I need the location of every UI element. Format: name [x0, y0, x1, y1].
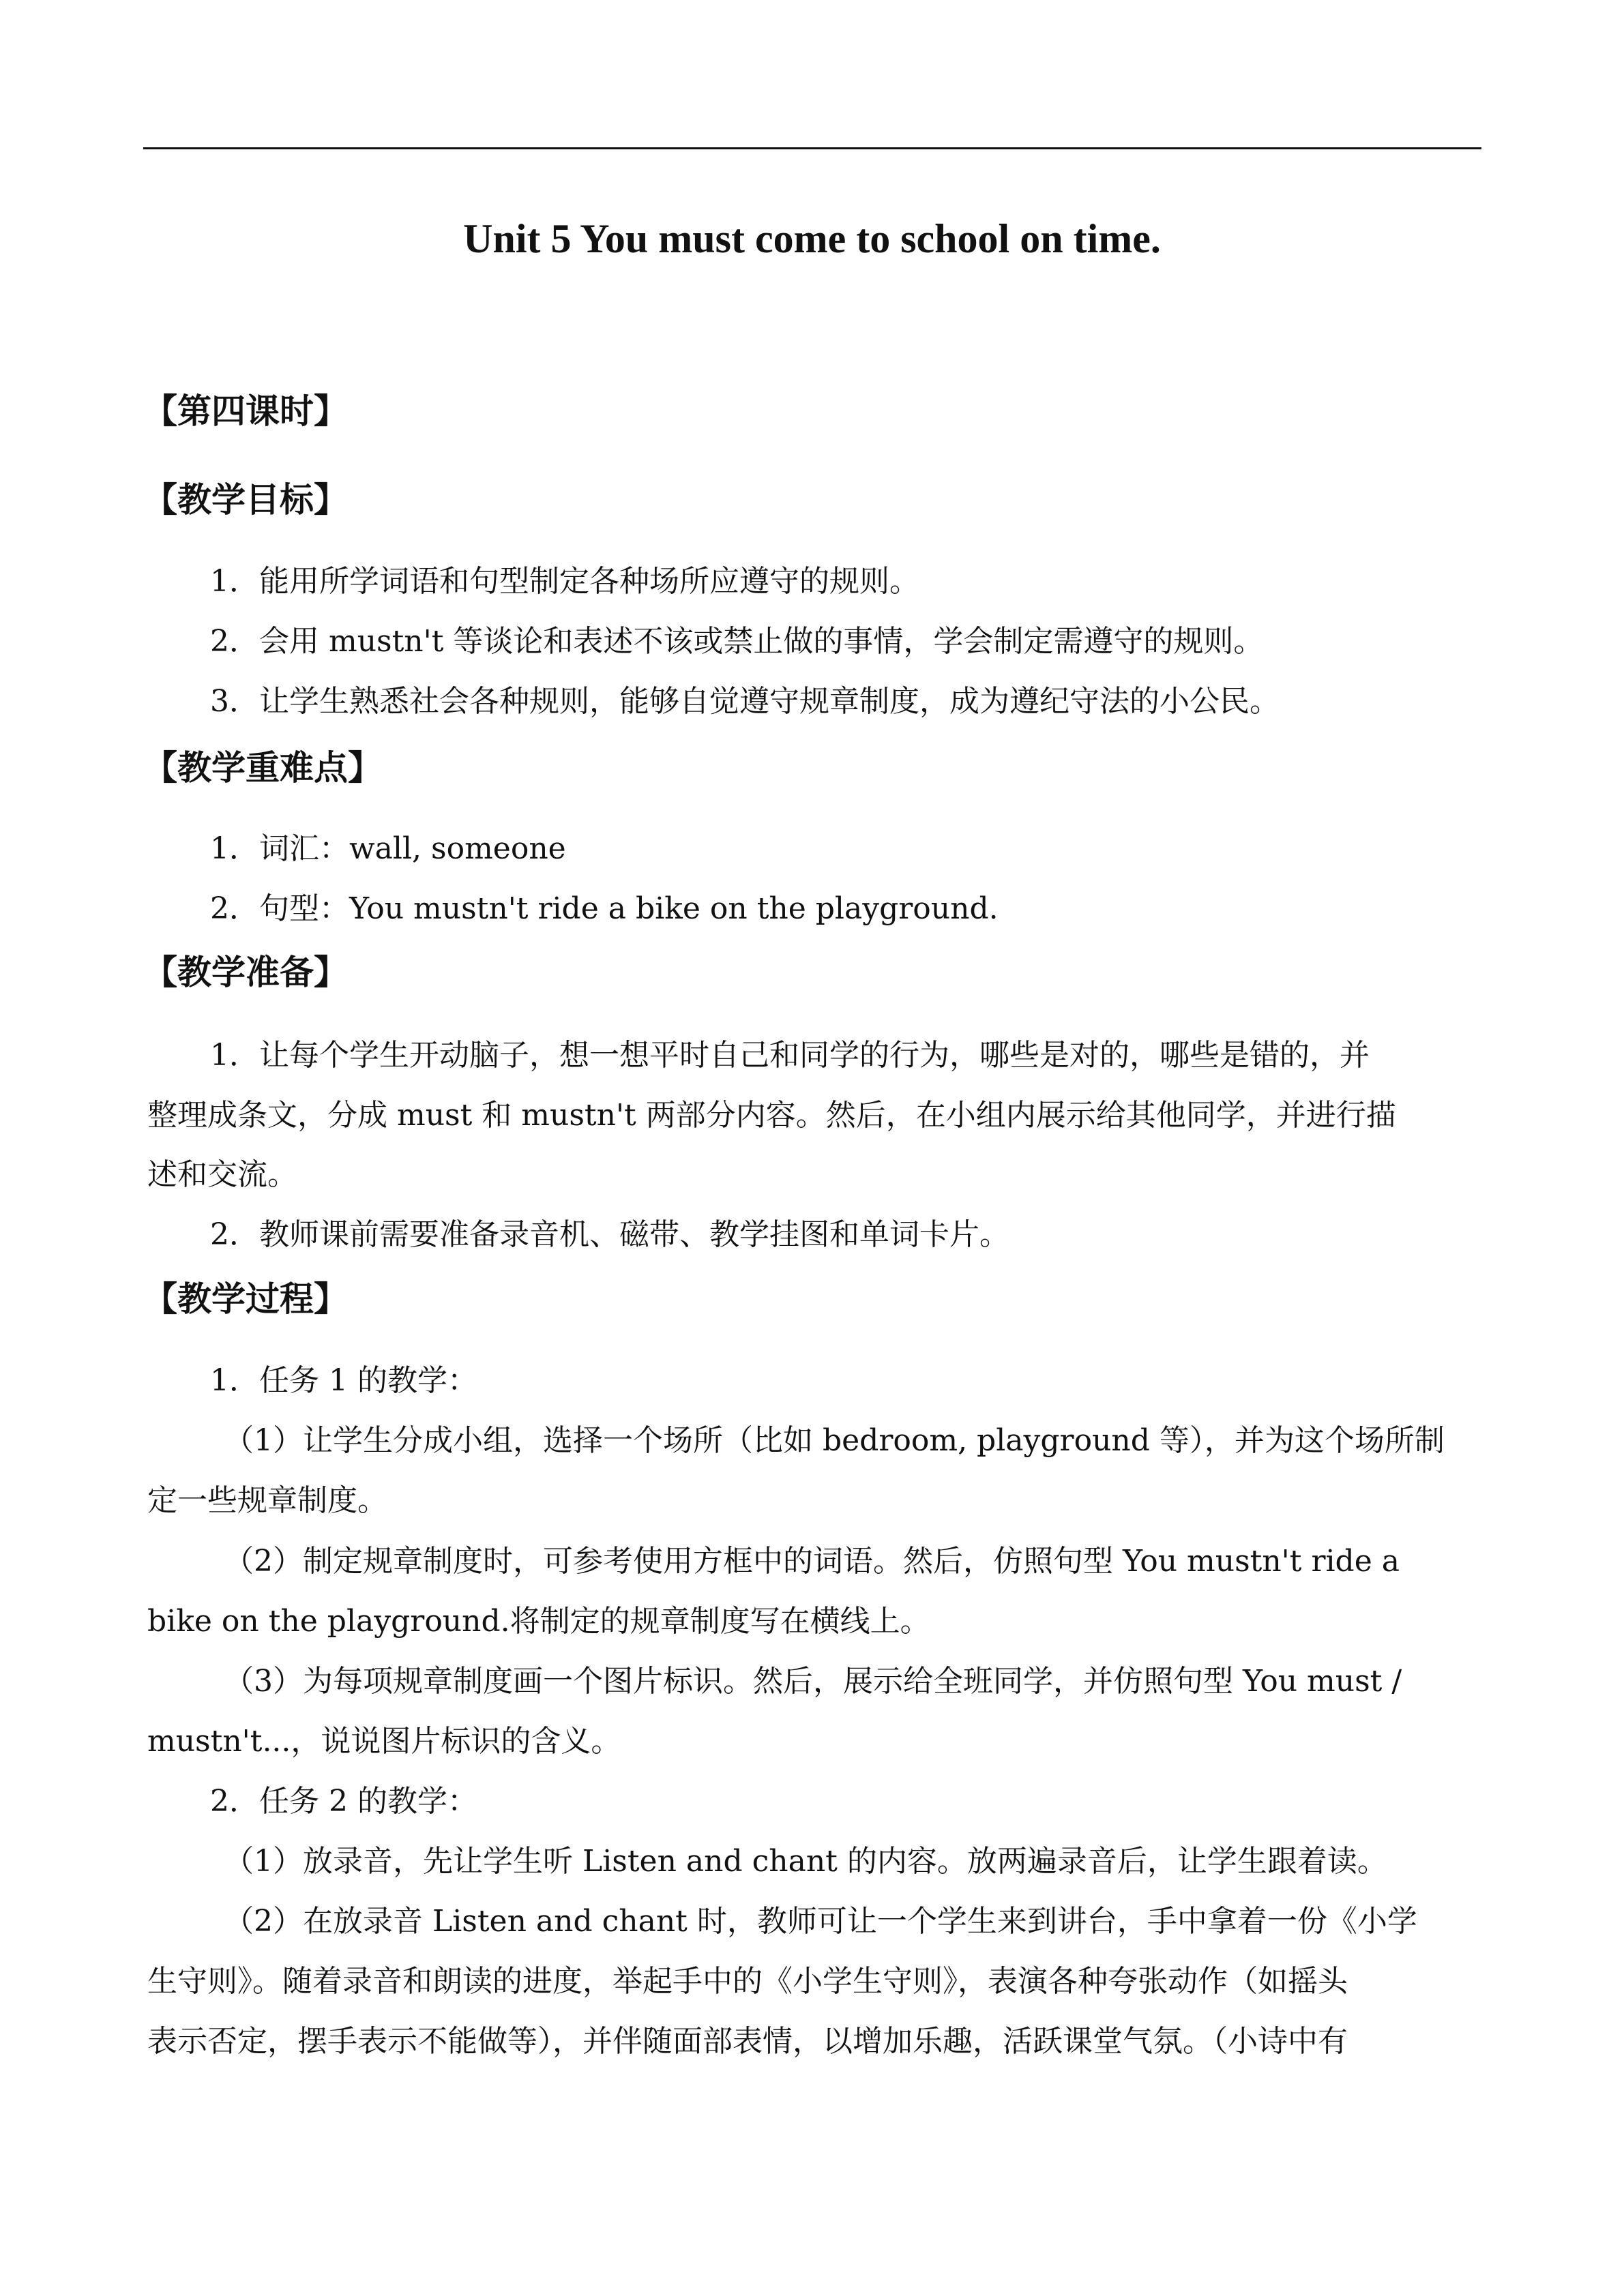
task1-step3-line: mustn't...，说说图片标识的含义。 [147, 1724, 621, 1759]
preparation-line: 整理成条文，分成 must 和 mustn't 两部分内容。然后，在小组内展示给其他同学，并进行描 [147, 1098, 1396, 1133]
task2-label: 2．任务 2 的教学： [210, 1784, 477, 1819]
preparation-heading: 【教学准备】 [143, 953, 348, 992]
task2-step2-line: （2）在放录音 Listen and chant 时，教师可让一个学生来到讲台，手中拿着一份《小学 [224, 1904, 1417, 1939]
lesson-heading: 【第四课时】 [143, 391, 348, 431]
objective-item: 3．让学生熟悉社会各种规则，能够自觉遵守规章制度，成为遵纪守法的小公民。 [210, 684, 1280, 719]
task2-step2-line: 生守则》。随着录音和朗读的进度，举起手中的《小学生守则》，表演各种夸张动作（如摇头 [147, 1964, 1348, 1999]
document-title: Unit 5 You must come to school on time. [463, 216, 1161, 261]
task1-step1-line: （1）让学生分成小组，选择一个场所（比如 bedroom, playground 等），并为这个场所制 [224, 1423, 1445, 1458]
task1-step1-line: 定一些规章制度。 [147, 1483, 387, 1518]
task1-label: 1．任务 1 的教学： [210, 1363, 477, 1398]
process-heading: 【教学过程】 [143, 1279, 348, 1319]
key-points-heading: 【教学重难点】 [143, 748, 382, 788]
preparation-line: 1．让每个学生开动脑子，想一想平时自己和同学的行为，哪些是对的，哪些是错的，并 [210, 1038, 1370, 1073]
task1-step3-line: （3）为每项规章制度画一个图片标识。然后，展示给全班同学，并仿照句型 You must / [224, 1664, 1402, 1699]
objective-item: 1．能用所学词语和句型制定各种场所应遵守的规则。 [210, 564, 919, 599]
task2-step1-line: （1）放录音，先让学生听 Listen and chant 的内容。放两遍录音后，让学生跟着读。 [224, 1844, 1387, 1879]
key-point-item: 2．句型：You mustn't ride a bike on the playground. [210, 891, 999, 926]
task1-step2-line: bike on the playground.将制定的规章制度写在横线上。 [147, 1604, 930, 1639]
key-point-item: 1．词汇：wall, someone [210, 831, 566, 866]
objectives-heading: 【教学目标】 [143, 480, 348, 520]
task2-step2-line: 表示否定，摆手表示不能做等），并伴随面部表情，以增加乐趣，活跃课堂气氛。（小诗中有 [147, 2024, 1348, 2059]
preparation-line: 2．教师课前需要准备录音机、磁带、教学挂图和单词卡片。 [210, 1217, 1009, 1252]
header-rule [143, 147, 1481, 149]
objective-item: 2．会用 mustn't 等谈论和表述不该或禁止做的事情，学会制定需遵守的规则。 [210, 624, 1264, 659]
preparation-line: 述和交流。 [147, 1157, 297, 1192]
task1-step2-line: （2）制定规章制度时，可参考使用方框中的词语。然后，仿照句型 You mustn't ride a [224, 1544, 1400, 1579]
